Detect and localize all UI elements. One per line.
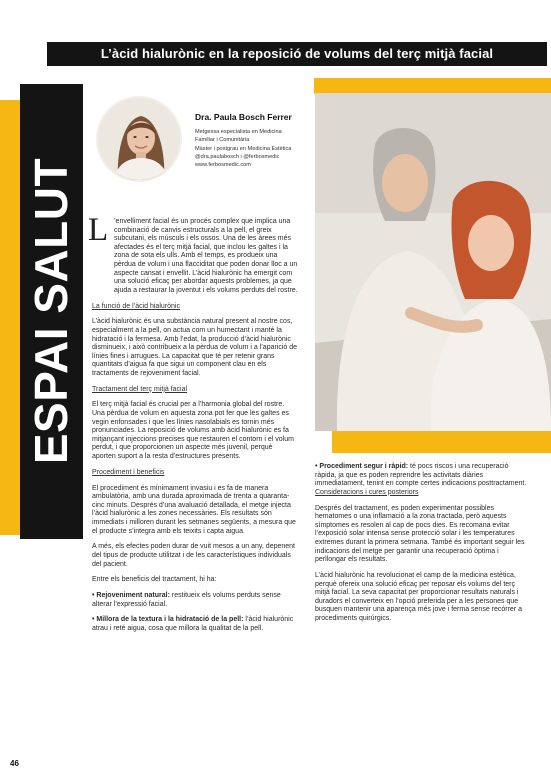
accent-bar-bottom [332, 431, 551, 453]
benefit-label: • Millora de la textura i la hidratació de la pell: [92, 616, 244, 624]
article-column-right [315, 463, 529, 631]
author-name: Dra. Paula Bosch Ferrer [195, 112, 292, 122]
paragraph-benefits-intro: Entre els beneficis del tractament, hi ha: [92, 576, 217, 584]
accent-bar-left [0, 100, 20, 535]
benefit-item [92, 616, 298, 633]
paragraph-conclusion: L’àcid hialurònic ha revolucionat el camp de la medicina estètica, perquè ofereix una solució eficaç per reposar els volums del terç mitjà facial. La seva capacitat per proporcionar resultats naturals i duradors el converteix en l’opció preferida per a les persones que busquen mantenir una aparença més jove i ferma sense recórrer a procediments quirúrgics. [315, 571, 522, 622]
paragraph-procedure-1: El procediment és mínimament invasiu i es fa de manera ambulatòria, amb una durada aproximada de trenta a quaranta-cinc minuts. Després d’una avaluació detallada, el metge injecta l’àcid hialurònic a les zones necessàries. Els resultats són immediats i milloren durant les setmanes següents, a mesura que el producte s’integra amb els teixits i capta aigua. [92, 484, 296, 535]
section-heading-treatment: Tractament del terç mitjà facial [92, 385, 188, 393]
intro-paragraph: ’envelliment facial és un procés complex que implica una combinació de canvis estructurals a la pell, el greix subcutani, els músculs i els ossos. Una de les àrees més afectades és el terç mitjà facial, que inclou les galtes i la zona de sota els ulls. Amb el temps, es produeix una pèrdua de volum i una flacciditat que poden donar lloc a un aspecte cansat i envellit. L’àcid hialurònic ha emergit com una solució eficaç per abordar aquests problemes, ja que ajuda a restaurar la joventut i els volums perduts del rostre. [114, 218, 298, 294]
section-heading-function: La funció de l’àcid hialurònic [92, 302, 180, 310]
benefit-label: • Rejoveniment natural: [92, 592, 170, 600]
paragraph-procedure-2: A més, els efectes poden durar de vuit mesos a un any, depenent del tipus de producte utilitzat i de les característiques individuals del pacient. [92, 543, 295, 568]
benefit-text: l’àcid hialurònic atrau i reté aigua, cosa que millora la qualitat de la pell. [92, 616, 294, 633]
benefit-item [315, 463, 529, 489]
page-number: 46 [10, 759, 19, 768]
drop-cap: L [88, 212, 109, 248]
paragraph-treatment: El terç mitjà facial és crucial per a l’harmonia global del rostre. Una pèrdua de volum en aquesta zona pot fer que les galtes es vegin enfonsades i que les línies nasolabials es tornin més pronunciades. La reposició de volums amb àcid hialurònic es fa mitjançant injeccions precises que restauren el contorn i el volum perdut, i que proporcionen un aspecte més juvenil, perquè aporten suport a la resta d’estructures presents. [92, 401, 294, 460]
author-avatar [96, 96, 182, 182]
article-photo [315, 93, 551, 431]
author-title-line: Màster i postgrau en Medicina Estètica [195, 145, 292, 152]
section-tag: ESPAI SALUT [25, 157, 77, 465]
article-column-left [92, 218, 298, 641]
benefit-item [92, 592, 298, 609]
author-block [195, 112, 315, 169]
paragraph-function: L’àcid hialurònic és una substància natural present al nostre cos, especialment a la pell, on actua com un humectant i manté la hidratació i la fermesa. Amb l’edat, la producció d’àcid hialurònic disminueix, i això contribueix a la pèrdua de volum i a l’aparició de línies fines i arrugues. La capacitat que té per retenir grans quantitats d’aigua fa que sigui un component clau en els tractaments de rejoveniment facial. [92, 318, 298, 377]
benefit-label: • Procediment segur i ràpid: [315, 463, 409, 470]
section-heading-care: Consideracions i cures posteriors [315, 488, 419, 496]
author-title-line: Familiar i Comunitària [195, 137, 250, 144]
benefit-text: restitueix els volums perduts sense alterar l’expressió facial. [92, 592, 281, 608]
section-heading-procedure: Procediment i beneficis [92, 468, 165, 476]
accent-bar-top [314, 78, 551, 94]
article-title: L’àcid hialurònic en la reposició de volums del terç mitjà facial [47, 42, 547, 66]
benefit-text: té pocs riscos i una recuperació ràpida, ja que es poden reprendre les activitats diàries immediatament, tenint en compte certes indicacions posttractament. [315, 463, 527, 488]
paragraph-care: Després del tractament, es poden experimentar possibles hematomes o una inflamació a la zona tractada, però aquests símptomes es resolen al cap de pocs dies. Es recomana evitar l’exposició solar intensa sense protecció solar i les temperatures extremes durant la primera setmana. També és important seguir les indicacions del metge per garantir una recuperació òptima i perllongar els resultats. [315, 504, 525, 564]
author-website: www.ferbosmedic.com [195, 162, 251, 169]
author-social-handles: @dra.paulabosch i @ferbosmedic [195, 153, 280, 160]
author-title-line: Metgessa especialista en Medicina [195, 129, 282, 135]
